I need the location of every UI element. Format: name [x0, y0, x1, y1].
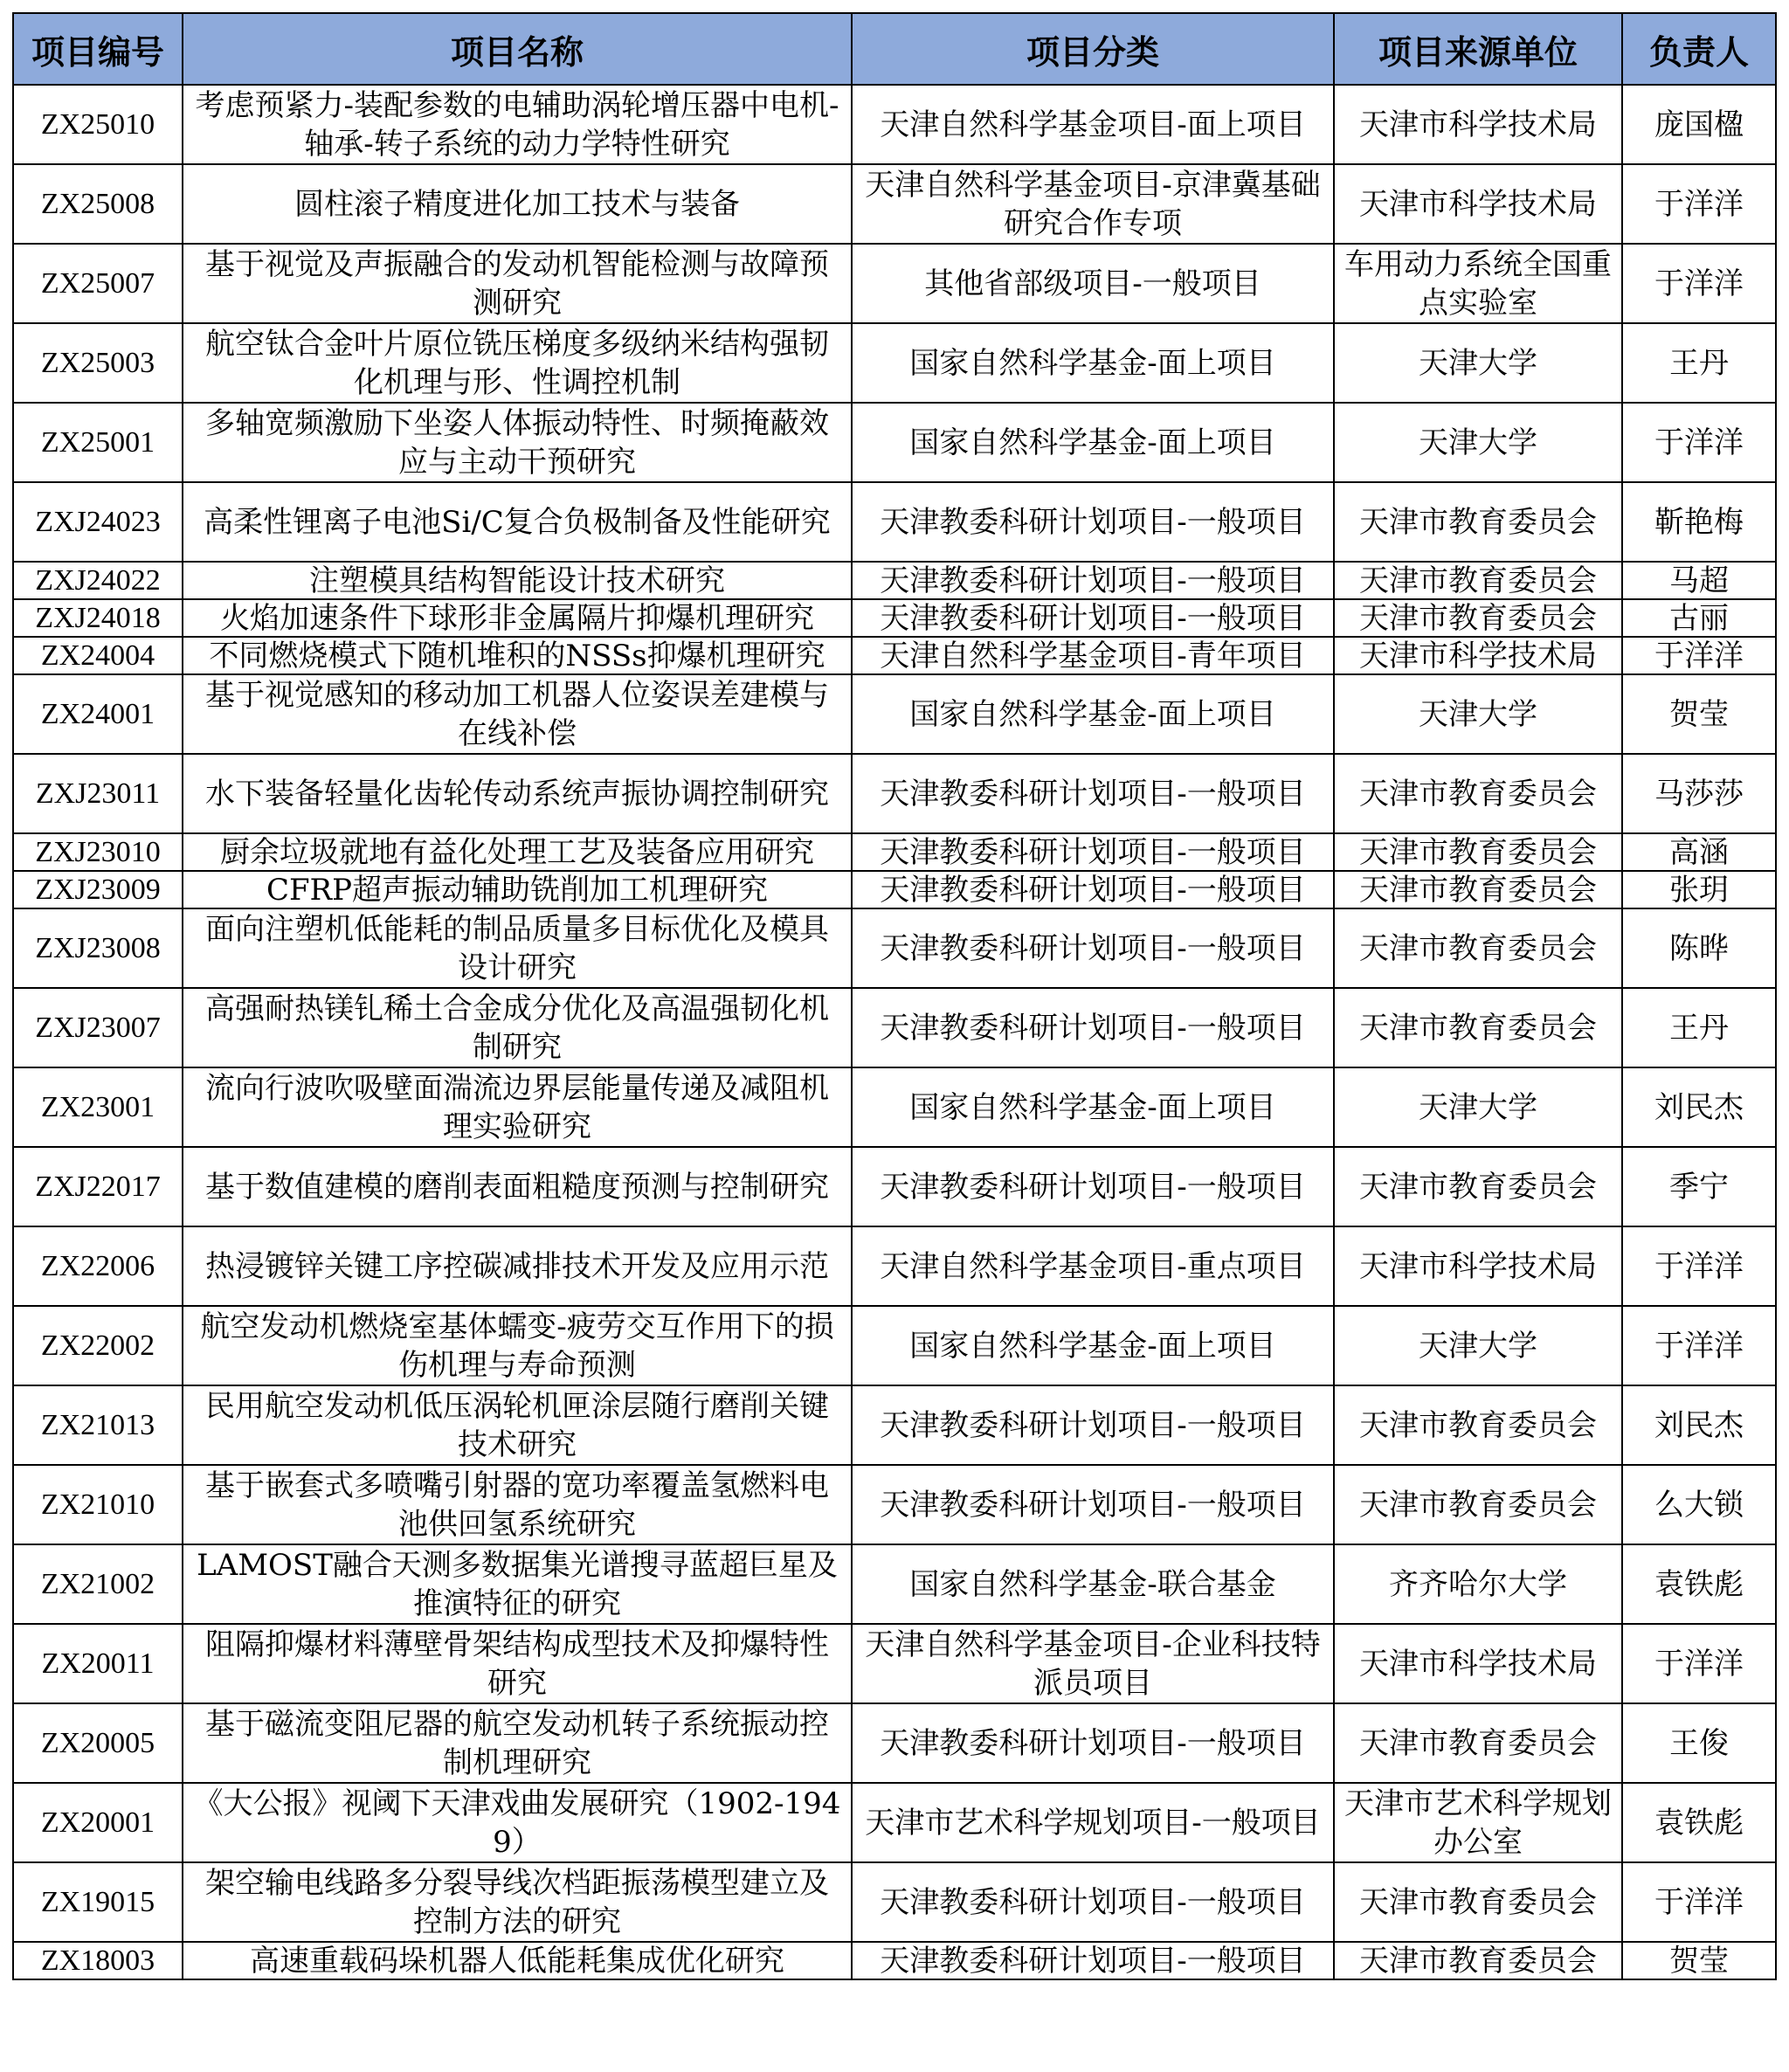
cell-project-category: 天津教委科研计划项目-一般项目 [852, 988, 1334, 1067]
cell-project-category: 天津教委科研计划项目-一般项目 [852, 754, 1334, 833]
cell-project-category: 天津教委科研计划项目-一般项目 [852, 599, 1334, 637]
cell-project-leader: 于洋洋 [1622, 403, 1776, 482]
cell-project-leader: 靳艳梅 [1622, 482, 1776, 562]
cell-project-category: 天津教委科研计划项目-一般项目 [852, 1862, 1334, 1942]
cell-project-code: ZX21013 [13, 1385, 183, 1465]
cell-project-code: ZXJ23007 [13, 988, 183, 1067]
table-header-row [13, 13, 1776, 85]
table-row [13, 1544, 1776, 1624]
cell-project-source: 天津市教育委员会 [1334, 871, 1622, 908]
cell-project-name: 基于数值建模的磨削表面粗糙度预测与控制研究 [183, 1147, 852, 1226]
cell-project-source: 天津大学 [1334, 1067, 1622, 1147]
table-row [13, 1067, 1776, 1147]
cell-project-category: 天津自然科学基金项目-重点项目 [852, 1226, 1334, 1306]
cell-project-code: ZX24001 [13, 674, 183, 754]
cell-project-leader: 贺莹 [1622, 1942, 1776, 1979]
table-body [13, 85, 1776, 1979]
cell-project-leader: 马超 [1622, 562, 1776, 599]
cell-project-name: 基于视觉感知的移动加工机器人位姿误差建模与在线补偿 [183, 674, 852, 754]
table-row [13, 1465, 1776, 1544]
cell-project-code: ZXJ24023 [13, 482, 183, 562]
table-row [13, 1147, 1776, 1226]
table-row [13, 1703, 1776, 1783]
cell-project-name: 航空发动机燃烧室基体蠕变-疲劳交互作用下的损伤机理与寿命预测 [183, 1306, 852, 1385]
cell-project-name: 民用航空发动机低压涡轮机匣涂层随行磨削关键技术研究 [183, 1385, 852, 1465]
cell-project-name: 航空钛合金叶片原位铣压梯度多级纳米结构强韧化机理与形、性调控机制 [183, 323, 852, 403]
table-row [13, 244, 1776, 323]
cell-project-category: 天津教委科研计划项目-一般项目 [852, 1147, 1334, 1226]
cell-project-code: ZXJ24022 [13, 562, 183, 599]
cell-project-name: 圆柱滚子精度进化加工技术与装备 [183, 164, 852, 244]
cell-project-name: 高强耐热镁钆稀土合金成分优化及高温强韧化机制研究 [183, 988, 852, 1067]
cell-project-code: ZX20005 [13, 1703, 183, 1783]
cell-project-leader: 庞国楹 [1622, 85, 1776, 164]
cell-project-leader: 王丹 [1622, 323, 1776, 403]
cell-project-source: 天津市科学技术局 [1334, 85, 1622, 164]
cell-project-code: ZX25007 [13, 244, 183, 323]
cell-project-code: ZX21002 [13, 1544, 183, 1624]
header-project-code: 项目编号 [13, 13, 183, 85]
cell-project-leader: 陈晔 [1622, 908, 1776, 988]
table-row [13, 403, 1776, 482]
cell-project-category: 天津教委科研计划项目-一般项目 [852, 562, 1334, 599]
table-row [13, 323, 1776, 403]
cell-project-code: ZX25010 [13, 85, 183, 164]
cell-project-leader: 袁铁彪 [1622, 1544, 1776, 1624]
table-row [13, 754, 1776, 833]
cell-project-name: CFRP超声振动辅助铣削加工机理研究 [183, 871, 852, 908]
cell-project-source: 天津市教育委员会 [1334, 754, 1622, 833]
cell-project-leader: 刘民杰 [1622, 1385, 1776, 1465]
cell-project-source: 天津市教育委员会 [1334, 1147, 1622, 1226]
cell-project-name: 基于嵌套式多喷嘴引射器的宽功率覆盖氢燃料电池供回氢系统研究 [183, 1465, 852, 1544]
cell-project-name: 阻隔抑爆材料薄壁骨架结构成型技术及抑爆特性研究 [183, 1624, 852, 1703]
cell-project-leader: 王俊 [1622, 1703, 1776, 1783]
cell-project-code: ZXJ24018 [13, 599, 183, 637]
table-row [13, 908, 1776, 988]
cell-project-leader: 马莎莎 [1622, 754, 1776, 833]
project-table [12, 12, 1777, 1980]
table-row [13, 1385, 1776, 1465]
cell-project-code: ZX20011 [13, 1624, 183, 1703]
cell-project-category: 天津教委科研计划项目-一般项目 [852, 908, 1334, 988]
cell-project-name: 基于磁流变阻尼器的航空发动机转子系统振动控制机理研究 [183, 1703, 852, 1783]
table-row [13, 1624, 1776, 1703]
cell-project-leader: 王丹 [1622, 988, 1776, 1067]
table-row [13, 1942, 1776, 1979]
cell-project-source: 天津市教育委员会 [1334, 1862, 1622, 1942]
cell-project-name: 厨余垃圾就地有益化处理工艺及装备应用研究 [183, 833, 852, 871]
cell-project-code: ZXJ22017 [13, 1147, 183, 1226]
cell-project-name: 火焰加速条件下球形非金属隔片抑爆机理研究 [183, 599, 852, 637]
cell-project-leader: 于洋洋 [1622, 1624, 1776, 1703]
cell-project-category: 天津教委科研计划项目-一般项目 [852, 1385, 1334, 1465]
cell-project-source: 天津市教育委员会 [1334, 1942, 1622, 1979]
header-project-category: 项目分类 [852, 13, 1334, 85]
table-row [13, 85, 1776, 164]
cell-project-source: 天津市教育委员会 [1334, 599, 1622, 637]
cell-project-name: 《大公报》视阈下天津戏曲发展研究（1902-1949） [183, 1783, 852, 1862]
header-project-leader: 负责人 [1622, 13, 1776, 85]
table-row [13, 1783, 1776, 1862]
cell-project-code: ZX18003 [13, 1942, 183, 1979]
cell-project-leader: 季宁 [1622, 1147, 1776, 1226]
cell-project-source: 齐齐哈尔大学 [1334, 1544, 1622, 1624]
cell-project-category: 天津教委科研计划项目-一般项目 [852, 482, 1334, 562]
cell-project-name: 高速重载码垛机器人低能耗集成优化研究 [183, 1942, 852, 1979]
cell-project-name: LAMOST融合天测多数据集光谱搜寻蓝超巨星及推演特征的研究 [183, 1544, 852, 1624]
cell-project-category: 天津教委科研计划项目-一般项目 [852, 1465, 1334, 1544]
cell-project-leader: 袁铁彪 [1622, 1783, 1776, 1862]
cell-project-source: 天津市教育委员会 [1334, 908, 1622, 988]
cell-project-code: ZXJ23008 [13, 908, 183, 988]
cell-project-source: 天津市科学技术局 [1334, 164, 1622, 244]
cell-project-leader: 高涵 [1622, 833, 1776, 871]
cell-project-name: 不同燃烧模式下随机堆积的NSSs抑爆机理研究 [183, 637, 852, 674]
table-row [13, 1862, 1776, 1942]
table-row [13, 562, 1776, 599]
cell-project-name: 基于视觉及声振融合的发动机智能检测与故障预测研究 [183, 244, 852, 323]
cell-project-leader: 于洋洋 [1622, 164, 1776, 244]
cell-project-category: 天津自然科学基金项目-青年项目 [852, 637, 1334, 674]
cell-project-category: 天津市艺术科学规划项目-一般项目 [852, 1783, 1334, 1862]
cell-project-leader: 于洋洋 [1622, 1862, 1776, 1942]
table-row [13, 482, 1776, 562]
cell-project-category: 天津自然科学基金项目-企业科技特派员项目 [852, 1624, 1334, 1703]
cell-project-category: 国家自然科学基金-面上项目 [852, 403, 1334, 482]
cell-project-source: 天津市教育委员会 [1334, 1465, 1622, 1544]
cell-project-name: 热浸镀锌关键工序控碳减排技术开发及应用示范 [183, 1226, 852, 1306]
cell-project-source: 天津市教育委员会 [1334, 1703, 1622, 1783]
project-table-container [12, 12, 1775, 1980]
cell-project-source: 天津市艺术科学规划办公室 [1334, 1783, 1622, 1862]
cell-project-leader: 于洋洋 [1622, 244, 1776, 323]
table-row [13, 674, 1776, 754]
cell-project-code: ZX24004 [13, 637, 183, 674]
table-row [13, 164, 1776, 244]
table-row [13, 599, 1776, 637]
table-row [13, 833, 1776, 871]
header-project-name: 项目名称 [183, 13, 852, 85]
cell-project-name: 注塑模具结构智能设计技术研究 [183, 562, 852, 599]
cell-project-leader: 于洋洋 [1622, 1306, 1776, 1385]
cell-project-code: ZX21010 [13, 1465, 183, 1544]
cell-project-source: 天津市教育委员会 [1334, 562, 1622, 599]
cell-project-source: 天津市科学技术局 [1334, 1226, 1622, 1306]
cell-project-leader: 刘民杰 [1622, 1067, 1776, 1147]
header-project-source: 项目来源单位 [1334, 13, 1622, 85]
cell-project-code: ZX25001 [13, 403, 183, 482]
cell-project-category: 天津自然科学基金项目-京津冀基础研究合作专项 [852, 164, 1334, 244]
cell-project-source: 天津市教育委员会 [1334, 988, 1622, 1067]
cell-project-category: 国家自然科学基金-面上项目 [852, 674, 1334, 754]
cell-project-code: ZX19015 [13, 1862, 183, 1942]
cell-project-name: 多轴宽频激励下坐姿人体振动特性、时频掩蔽效应与主动干预研究 [183, 403, 852, 482]
cell-project-code: ZXJ23011 [13, 754, 183, 833]
cell-project-source: 天津大学 [1334, 323, 1622, 403]
cell-project-source: 天津市教育委员会 [1334, 833, 1622, 871]
table-row [13, 871, 1776, 908]
cell-project-code: ZX25008 [13, 164, 183, 244]
cell-project-source: 天津市教育委员会 [1334, 1385, 1622, 1465]
cell-project-category: 天津教委科研计划项目-一般项目 [852, 1942, 1334, 1979]
cell-project-name: 流向行波吹吸壁面湍流边界层能量传递及减阻机理实验研究 [183, 1067, 852, 1147]
table-row [13, 988, 1776, 1067]
cell-project-category: 其他省部级项目-一般项目 [852, 244, 1334, 323]
cell-project-leader: 么大锁 [1622, 1465, 1776, 1544]
cell-project-code: ZX25003 [13, 323, 183, 403]
cell-project-name: 水下装备轻量化齿轮传动系统声振协调控制研究 [183, 754, 852, 833]
cell-project-code: ZXJ23009 [13, 871, 183, 908]
table-row [13, 637, 1776, 674]
cell-project-name: 考虑预紧力-装配参数的电辅助涡轮增压器中电机-轴承-转子系统的动力学特性研究 [183, 85, 852, 164]
cell-project-source: 天津大学 [1334, 1306, 1622, 1385]
cell-project-name: 高柔性锂离子电池Si/C复合负极制备及性能研究 [183, 482, 852, 562]
cell-project-category: 国家自然科学基金-面上项目 [852, 323, 1334, 403]
cell-project-leader: 张玥 [1622, 871, 1776, 908]
cell-project-category: 天津教委科研计划项目-一般项目 [852, 1703, 1334, 1783]
cell-project-leader: 贺莹 [1622, 674, 1776, 754]
cell-project-leader: 于洋洋 [1622, 637, 1776, 674]
cell-project-code: ZX22006 [13, 1226, 183, 1306]
cell-project-category: 国家自然科学基金-面上项目 [852, 1306, 1334, 1385]
cell-project-source: 车用动力系统全国重点实验室 [1334, 244, 1622, 323]
table-row [13, 1226, 1776, 1306]
cell-project-source: 天津市科学技术局 [1334, 1624, 1622, 1703]
cell-project-source: 天津市科学技术局 [1334, 637, 1622, 674]
cell-project-source: 天津大学 [1334, 674, 1622, 754]
cell-project-category: 天津教委科研计划项目-一般项目 [852, 833, 1334, 871]
cell-project-category: 天津教委科研计划项目-一般项目 [852, 871, 1334, 908]
cell-project-category: 天津自然科学基金项目-面上项目 [852, 85, 1334, 164]
cell-project-source: 天津市教育委员会 [1334, 482, 1622, 562]
cell-project-category: 国家自然科学基金-联合基金 [852, 1544, 1334, 1624]
cell-project-leader: 古丽 [1622, 599, 1776, 637]
cell-project-code: ZXJ23010 [13, 833, 183, 871]
cell-project-name: 面向注塑机低能耗的制品质量多目标优化及模具设计研究 [183, 908, 852, 988]
cell-project-code: ZX22002 [13, 1306, 183, 1385]
table-row [13, 1306, 1776, 1385]
cell-project-name: 架空输电线路多分裂导线次档距振荡模型建立及控制方法的研究 [183, 1862, 852, 1942]
cell-project-leader: 于洋洋 [1622, 1226, 1776, 1306]
cell-project-source: 天津大学 [1334, 403, 1622, 482]
cell-project-code: ZX20001 [13, 1783, 183, 1862]
cell-project-category: 国家自然科学基金-面上项目 [852, 1067, 1334, 1147]
cell-project-code: ZX23001 [13, 1067, 183, 1147]
